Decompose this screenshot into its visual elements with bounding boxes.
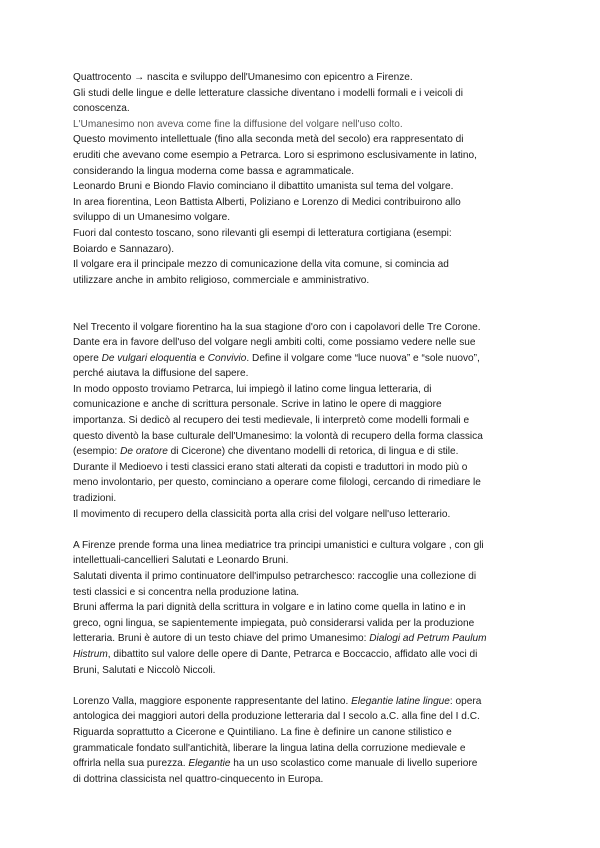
text-line xyxy=(73,694,540,710)
text-line: Il volgare era il principale mezzo di comunicazione della vita comune, si comincia ad xyxy=(73,259,449,271)
text-line: utilizzare anche in ambito religioso, commerciale e amministrativo. xyxy=(73,274,370,286)
section-trecento xyxy=(73,320,540,523)
text-line xyxy=(73,647,540,663)
section-valla xyxy=(73,694,540,788)
work-title: Histrum xyxy=(73,648,108,660)
text-line: antologica dei maggiori autori della produzione letteraria dal I secolo a.C. alla fine del I d.C. xyxy=(73,711,480,723)
text-line: eruditi che avevano come esempio a Petrarca. Loro si esprimono esclusivamente in latino, xyxy=(73,149,477,161)
text-span: opere xyxy=(73,352,102,364)
text-line: Durante il Medioevo i testi classici erano stati alterati da copisti e traduttori in modo più o xyxy=(73,461,468,473)
text-line: Quattrocento → nascita e sviluppo dell'Umanesimo con epicentro a Firenze. xyxy=(73,72,413,83)
text-line: Bruni, Salutati e Niccolò Niccoli. xyxy=(73,664,216,676)
work-title: Elegantie latine lingue xyxy=(351,695,450,707)
text-span: : opera xyxy=(449,695,482,707)
text-line: considerando la lingua moderna come bassa e agrammaticale. xyxy=(73,165,355,177)
text-span: offrirla nella sua purezza. xyxy=(73,758,189,770)
text-span: , dibattito sul valore delle opere di Dante, Petrarca e Boccaccio, affidato alle voci di xyxy=(107,648,478,660)
text-line: L'Umanesimo non aveva come fine la diffusione del volgare nell'uso colto. xyxy=(73,118,403,130)
text-line: intellettuali-cancellieri Salutati e Leonardo Bruni. xyxy=(73,555,289,567)
text-line: Fuori dal contesto toscano, sono rilevanti gli esempi di letteratura cortigiana (esempi: xyxy=(73,227,452,239)
text-line: questo diventò la base culturale dell'Umanesimo: la volontà di recupero della forma classica xyxy=(73,430,483,442)
work-title: De vulgari eloquentia xyxy=(101,352,197,364)
text-line: Dante era in favore dell'uso del volgare negli ambiti colti, come possiamo vedere nelle sue xyxy=(73,337,476,349)
text-line: greco, ogni lingua, se sapientemente impiegata, può considerarsi valida per la produzione xyxy=(73,617,475,629)
text-line: tradizioni. xyxy=(73,493,117,505)
text-line: Boiardo e Sannazaro). xyxy=(73,243,175,255)
section-firenze xyxy=(73,538,540,678)
paragraph-gap xyxy=(73,304,540,320)
text-line: A Firenze prende forma una linea mediatrice tra principi umanistici e cultura volgare , con gli xyxy=(73,539,484,551)
text-span: letteraria. Bruni è autore di un testo chiave del primo Umanesimo: xyxy=(73,633,370,645)
work-title: Convivio xyxy=(207,352,247,364)
text-line: di dottrina classicista nel quattro-cinquecento in Europa. xyxy=(73,773,324,785)
text-line: Il movimento di recupero della classicità porta alla crisi del volgare nell'uso letterario. xyxy=(73,508,451,520)
paragraph-gap xyxy=(73,522,540,538)
text-line: importanza. Si dedicò al recupero dei testi medievale, li interpretò come modelli formali e xyxy=(73,415,470,427)
text-line: sviluppo di un Umanesimo volgare. xyxy=(73,212,231,224)
text-line: Salutati diventa il primo continuatore dell'impulso petrarchesco: raccoglie una collezione di xyxy=(73,571,477,582)
text-line xyxy=(73,351,540,367)
text-span: Lorenzo Valla, maggiore esponente rappresentante del latino. xyxy=(73,695,352,707)
work-title: Dialogi ad Petrum Paulum xyxy=(369,633,487,645)
text-line: testi classici e si concentra nella produzione latina. xyxy=(73,586,300,598)
text-line: meno involontario, per questo, cominciano a operare come filologi, cercando di rimediare le xyxy=(73,477,481,489)
text-line: Questo movimento intellettuale (fino alla seconda metà del secolo) era rappresentato di xyxy=(73,134,464,146)
text-span: . Define il volgare come “luce nuova” e “sole nuovo”, xyxy=(246,352,480,364)
text-line: perché aiutava la diffusione del sapere. xyxy=(73,368,249,380)
text-span: ha un uso scolastico come manuale di livello superiore xyxy=(230,758,478,770)
text-line: Bruni afferma la pari dignità della scrittura in volgare e in latino come quella in latino e in xyxy=(73,602,466,614)
text-line: Gli studi delle lingue e delle letterature classiche diventano i modelli formali e i veicoli di xyxy=(73,87,463,99)
text-line: In modo opposto troviamo Petrarca, lui impiegò il latino come lingua letteraria, di xyxy=(73,383,432,395)
text-span: e xyxy=(196,352,208,364)
work-title: Elegantie xyxy=(188,758,231,770)
section-quattrocento xyxy=(73,70,540,288)
text-span: (esempio: xyxy=(73,446,121,458)
text-line: In area fiorentina, Leon Battista Alberti, Poliziano e Lorenzo di Medici contribuirono allo xyxy=(73,196,461,208)
paragraph-gap xyxy=(73,288,540,304)
text-span: di Cicerone) che diventano modelli di retorica, di lingua e di stile. xyxy=(167,446,459,458)
text-line: comunicazione e anche di scrittura personale. Scrive in latino le opere di maggiore xyxy=(73,399,442,411)
text-line xyxy=(73,756,540,772)
paragraph-gap xyxy=(73,678,540,694)
text-line: Riguarda soprattutto a Cicerone e Quintiliano. La fine è definire un canone stilistico e xyxy=(73,726,452,738)
text-line: Nel Trecento il volgare fiorentino ha la sua stagione d'oro con i capolavori delle Tre Corone. xyxy=(73,321,481,333)
text-line: conoscenza. xyxy=(73,103,130,115)
text-line xyxy=(73,444,540,460)
text-line: grammaticale fondato sull'antichità, liberare la lingua latina della corruzione medievale e xyxy=(73,742,466,754)
text-line xyxy=(73,631,540,647)
work-title: De oratore xyxy=(120,446,168,458)
text-line: Leonardo Bruni e Biondo Flavio cominciano il dibattito umanista sul tema del volgare. xyxy=(73,181,454,193)
